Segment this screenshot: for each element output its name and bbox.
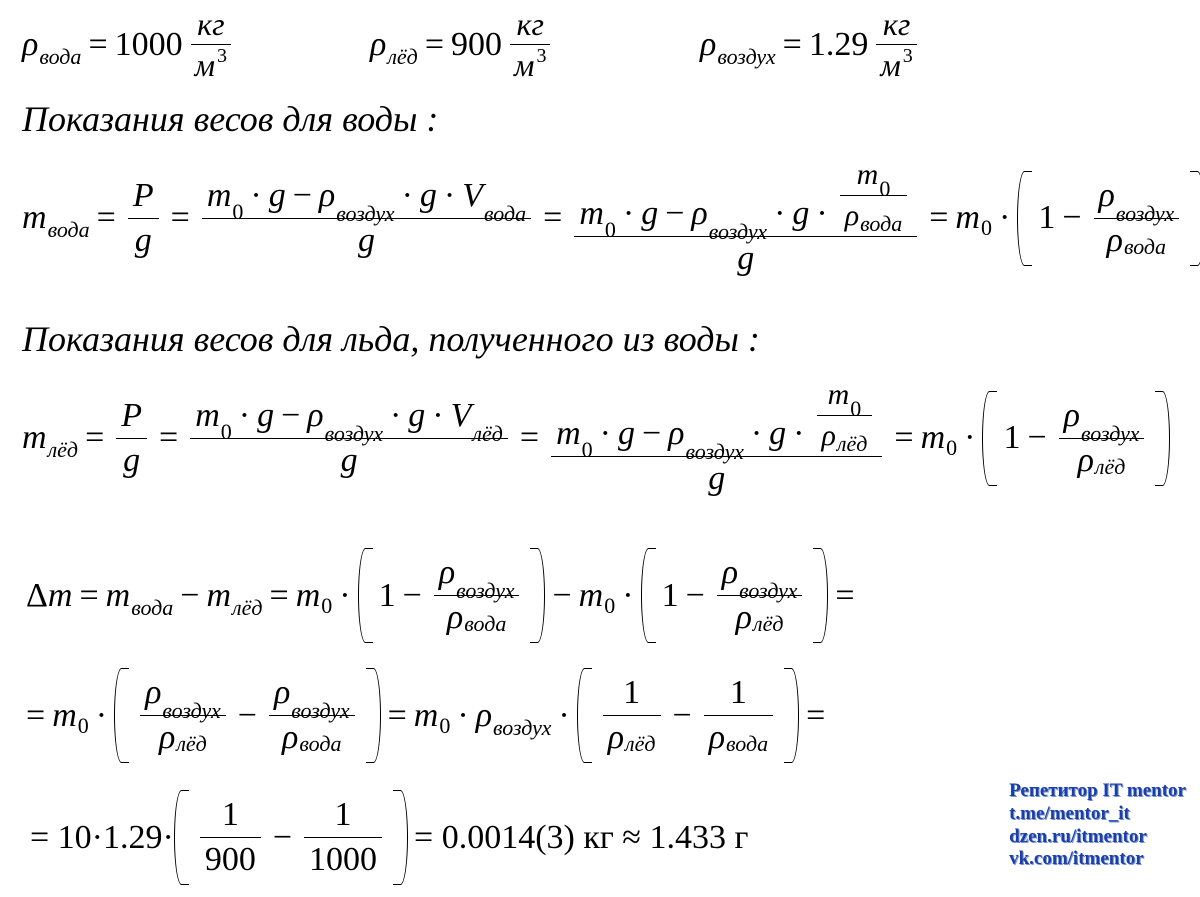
water-sub: вода [1123, 233, 1167, 259]
minus-sign: − [552, 576, 572, 614]
minus-sign: − [1027, 419, 1047, 456]
minus-sign: − [1062, 199, 1082, 236]
minus-sign: − [665, 195, 685, 232]
ice-sub: лёд [753, 611, 784, 636]
eq-sign: = [543, 199, 563, 236]
m-symbol: m [295, 576, 321, 614]
g-symbol: g [419, 176, 437, 214]
one: 1 [1038, 199, 1056, 236]
minus-sign: − [237, 696, 257, 734]
eq-sign: = [85, 419, 105, 456]
rho-symbol: ρ [691, 195, 708, 232]
final-prefix: = 10·1.29· [30, 818, 174, 856]
rho-symbol: ρ [22, 25, 39, 63]
cdot: · [389, 396, 402, 434]
eq-sign: = [894, 419, 914, 456]
g-symbol: g [769, 415, 787, 452]
water-equation [22, 160, 1200, 276]
air-sub: воздух [1081, 420, 1140, 446]
m-symbol: m [22, 199, 47, 236]
m-symbol: m [195, 396, 220, 434]
fraction [704, 676, 773, 755]
parentheses [1017, 171, 1200, 266]
rho-symbol: ρ [821, 419, 836, 452]
zero-sub: 0 [604, 217, 616, 242]
eq-sign: = [806, 696, 826, 734]
rho-symbol: ρ [1106, 221, 1123, 259]
rho-symbol: ρ [475, 696, 493, 734]
minus-sign: − [641, 415, 662, 452]
m-symbol: m [413, 696, 439, 734]
one: 1 [1003, 419, 1021, 456]
rho-symbol: ρ [735, 599, 752, 636]
eq-sign: = [79, 576, 99, 614]
eq-sign: = [26, 696, 46, 734]
m-symbol: m [556, 415, 581, 452]
air-sub: воздух [739, 578, 798, 603]
m-symbol: m [856, 158, 879, 191]
zero-sub: 0 [604, 592, 616, 618]
heading-ice: Показания весов для льда, полученного из воды : [22, 319, 760, 359]
eq-sign: = [88, 25, 108, 63]
water-density-value: 1000 [114, 25, 183, 63]
g-symbol: g [792, 195, 810, 232]
rho-symbol: ρ [607, 719, 625, 756]
rho-symbol: ρ [1098, 176, 1115, 214]
g-symbol: g [268, 176, 286, 214]
air-sub: воздух [336, 200, 395, 226]
one: 1 [334, 796, 352, 833]
cdot: · [401, 176, 413, 214]
fraction [840, 158, 908, 236]
fraction [603, 676, 661, 755]
minus-sign: − [672, 696, 692, 734]
watermark-link[interactable]: t.me/mentor_it [1009, 802, 1130, 824]
m-symbol: m [955, 199, 980, 236]
eq-sign: = [782, 25, 802, 63]
watermark-link[interactable]: vk.com/itmentor [1009, 848, 1144, 870]
air-density [700, 8, 917, 81]
rho-symbol: ρ [844, 199, 860, 232]
rho-symbol: ρ [370, 25, 387, 63]
fraction [434, 556, 520, 635]
ice-density-value: 900 [451, 25, 503, 63]
g-symbol: g [617, 415, 635, 452]
zero-sub: 0 [581, 437, 593, 462]
final-result: = 0.0014(3) кг ≈ 1.433 г [414, 818, 749, 856]
fraction [269, 676, 355, 755]
V-symbol: V [462, 176, 484, 214]
watermark [1009, 780, 1186, 871]
zero-sub: 0 [946, 435, 958, 460]
cdot: · [339, 576, 351, 614]
watermark-line: Репетитор IT mentor [1009, 780, 1186, 801]
unit-pow: 3 [902, 45, 913, 67]
water-sub: вода [131, 594, 174, 620]
fraction [200, 798, 261, 877]
unit-fraction [876, 8, 916, 81]
zero-sub: 0 [77, 712, 89, 738]
unit-pow: 3 [217, 45, 228, 67]
m-symbol: m [206, 576, 232, 614]
fraction [304, 798, 382, 877]
rho-symbol: ρ [668, 415, 685, 452]
cdot: · [443, 176, 456, 214]
zero-sub: 0 [220, 418, 232, 444]
fraction [817, 378, 873, 456]
minus-sign: − [281, 396, 301, 434]
eq-sign: = [424, 25, 445, 63]
cdot: · [622, 576, 634, 614]
fraction [116, 396, 147, 479]
ice-density [370, 8, 550, 81]
fraction [551, 380, 882, 496]
parentheses [982, 391, 1170, 486]
rho-symbol: ρ [1077, 441, 1094, 479]
rho-symbol: ρ [721, 554, 739, 591]
ice-density-den: 900 [204, 841, 256, 878]
rho-symbol: ρ [446, 599, 464, 636]
unit-den: м [514, 47, 535, 83]
g-symbol: g [257, 396, 275, 434]
parentheses [577, 668, 799, 763]
g-symbol: g [641, 195, 659, 232]
unit-fraction [510, 8, 550, 81]
air-sub: воздух [708, 219, 768, 244]
water-sub: вода [464, 611, 507, 636]
cdot: · [998, 199, 1011, 236]
rho-symbol: ρ [1063, 396, 1080, 434]
fraction [202, 176, 531, 259]
zero-sub: 0 [850, 396, 862, 421]
cdot: · [793, 415, 805, 452]
rho-symbol: ρ [318, 176, 336, 214]
unit-num: кг [197, 6, 225, 42]
ice-sub: лёд [232, 594, 263, 620]
water-sub: вода [47, 217, 90, 242]
m-symbol: m [22, 419, 47, 456]
zero-sub: 0 [321, 592, 333, 618]
parentheses [114, 668, 381, 763]
m-symbol: m [47, 576, 73, 614]
minus-sign: − [292, 176, 312, 214]
cdot: · [816, 195, 828, 232]
delta-equation [26, 548, 862, 643]
water-density-den: 1000 [309, 841, 378, 878]
eq-sign: = [519, 419, 540, 456]
g-symbol: g [737, 240, 755, 277]
eq-sign: = [170, 199, 190, 236]
one: 1 [378, 576, 396, 614]
water-sub: вода [299, 731, 342, 756]
air-sub: воздух [1115, 200, 1175, 226]
minus-sign: − [685, 576, 705, 614]
fraction [140, 676, 226, 755]
one: 1 [221, 796, 239, 833]
m-symbol: m [578, 576, 604, 614]
watermark-link[interactable]: dzen.ru/itmentor [1009, 825, 1147, 847]
g-symbol: g [123, 441, 141, 479]
zero-sub: 0 [232, 198, 244, 224]
ice-sub: лёд [1094, 453, 1126, 479]
unit-fraction [191, 8, 231, 81]
eq-sign: = [835, 576, 855, 614]
m-symbol: m [579, 195, 604, 232]
P-symbol: P [121, 396, 143, 434]
parentheses [358, 548, 546, 643]
water-sub: вода [484, 200, 527, 226]
parentheses [641, 548, 829, 643]
ice-sub: лёд [387, 43, 418, 69]
fraction [717, 556, 803, 635]
parentheses [174, 790, 408, 885]
g-symbol: g [357, 221, 375, 259]
water-sub: вода [860, 211, 903, 236]
eq-sign: = [96, 199, 116, 236]
unit-pow: 3 [536, 45, 547, 67]
air-sub: воздух [685, 439, 744, 464]
cdot: · [750, 415, 763, 452]
ice-equation [22, 380, 1170, 496]
zero-sub: 0 [980, 215, 992, 240]
ice-sub: лёд [836, 431, 868, 456]
rho-symbol: ρ [159, 719, 176, 756]
one: 1 [661, 576, 679, 614]
g-symbol: g [134, 221, 152, 259]
cdot: · [964, 419, 976, 456]
P-symbol: P [132, 176, 154, 214]
eq-sign: = [159, 419, 179, 456]
fraction [128, 176, 159, 259]
cdot: · [432, 396, 444, 434]
cdot: · [774, 195, 786, 232]
rho-symbol: ρ [708, 719, 726, 756]
m-symbol: m [206, 176, 232, 214]
m-symbol: m [105, 576, 131, 614]
eq-sign: = [269, 576, 289, 614]
one: 1 [623, 674, 641, 711]
rho-symbol: ρ [282, 719, 299, 756]
air-sub: воздух [717, 43, 776, 69]
cdot: · [558, 696, 570, 734]
densities-row [22, 8, 231, 81]
fraction [1094, 176, 1180, 259]
m-symbol: m [827, 378, 850, 411]
g-symbol: g [708, 460, 726, 497]
minus-sign: − [402, 576, 422, 614]
ice-sub: лёд [472, 420, 503, 446]
fraction [574, 160, 917, 276]
unit-den: м [880, 47, 901, 83]
cdot: · [250, 176, 262, 214]
rho-symbol: ρ [438, 554, 456, 591]
rho-symbol: ρ [307, 396, 324, 434]
air-sub: воздух [324, 420, 383, 446]
unit-den: м [194, 47, 216, 83]
difference-equation [26, 668, 832, 763]
unit-num: кг [882, 6, 911, 42]
cdot: · [622, 195, 635, 232]
eq-sign: = [387, 696, 407, 734]
m-symbol: m [920, 419, 946, 456]
water-sub: вода [726, 731, 769, 756]
minus-sign: − [272, 818, 293, 856]
air-density-value: 1.29 [808, 25, 869, 63]
ice-sub: лёд [47, 437, 79, 462]
unit-num: кг [516, 6, 544, 42]
delta-symbol: Δ [26, 576, 48, 614]
water-sub: вода [39, 43, 82, 69]
eq-sign: = [929, 199, 949, 236]
V-symbol: V [450, 396, 472, 434]
fraction [190, 396, 508, 479]
fraction [1059, 396, 1145, 479]
heading-water: Показания весов для воды : [22, 99, 439, 139]
air-sub: воздух [493, 714, 552, 740]
minus-sign: − [180, 576, 200, 614]
rho-symbol: ρ [700, 25, 717, 63]
rho-symbol: ρ [273, 674, 291, 711]
one: 1 [729, 674, 747, 711]
rho-symbol: ρ [145, 674, 162, 711]
cdot: · [238, 396, 251, 434]
final-equation [30, 790, 748, 885]
zero-sub: 0 [439, 712, 451, 738]
ice-sub: лёд [625, 731, 656, 756]
cdot: · [95, 696, 108, 734]
g-symbol: g [340, 441, 358, 479]
g-symbol: g [408, 396, 426, 434]
ice-sub: лёд [176, 731, 207, 756]
air-sub: воздух [291, 698, 350, 723]
air-sub: воздух [162, 698, 221, 723]
m-symbol: m [52, 696, 77, 734]
zero-sub: 0 [879, 176, 891, 201]
cdot: · [599, 415, 611, 452]
air-sub: воздух [456, 578, 515, 603]
cdot: · [457, 696, 469, 734]
